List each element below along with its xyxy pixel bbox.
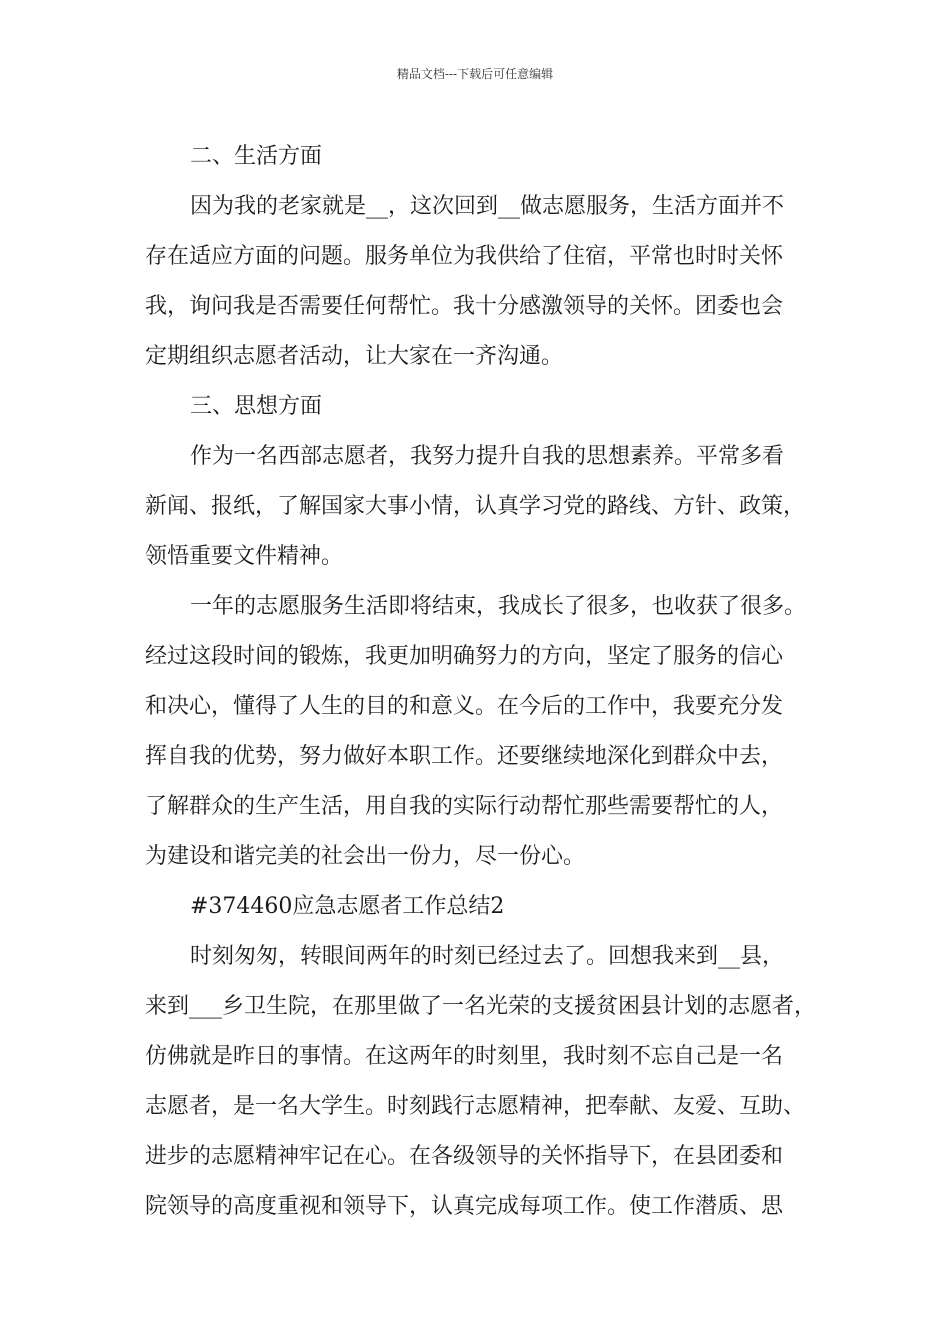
paragraph-line: 因为我的老家就是__，这次回到__做志愿服务，生活方面并不 (190, 194, 785, 219)
paragraph-line: 来到___乡卫生院，在那里做了一名光荣的支援贫困县计划的志愿者， (145, 994, 817, 1019)
paragraph-line: 领悟重要文件精神。 (145, 544, 344, 569)
paragraph-line: 一年的志愿服务生活即将结束，我成长了很多，也收获了很多。 (190, 594, 807, 619)
paragraph-line: 了解群众的生产生活，用自我的实际行动帮忙那些需要帮忙的人， (145, 794, 784, 819)
paragraph-line: 为建设和谐完美的社会出一份力，尽一份心。 (145, 844, 586, 869)
document-subtitle: #374460应急志愿者工作总结2 (190, 894, 505, 919)
paragraph-line: 和决心，懂得了人生的目的和意义。在今后的工作中，我要充分发 (145, 694, 784, 719)
paragraph-line: 挥自我的优势，努力做好本职工作。还要继续地深化到群众中去， (145, 744, 784, 769)
paragraph-line: 志愿者，是一名大学生。时刻践行志愿精神，把奉献、友爱、互助、 (145, 1094, 806, 1119)
paragraph-line: 作为一名西部志愿者，我努力提升自我的思想素养。平常多看 (190, 444, 785, 469)
document-body (145, 132, 835, 1232)
paragraph-line: 我，询问我是否需要任何帮忙。我十分感激领导的关怀。团委也会 (145, 294, 784, 319)
paragraph-line: 存在适应方面的问题。服务单位为我供给了住宿，平常也时时关怀 (145, 244, 784, 269)
page-header: 精品文档---下载后可任意编辑 (396, 67, 554, 81)
section-heading-thought: 三、思想方面 (190, 394, 323, 419)
paragraph-line: 定期组织志愿者活动，让大家在一齐沟通。 (145, 344, 564, 369)
paragraph-line: 院领导的高度重视和领导下，认真完成每项工作。使工作潜质、思 (145, 1194, 784, 1219)
paragraph-line: 新闻、报纸，了解国家大事小情，认真学习党的路线、方针、政策， (145, 494, 806, 519)
paragraph-line: 进步的志愿精神牢记在心。在各级领导的关怀指导下，在县团委和 (145, 1144, 784, 1169)
paragraph-line: 经过这段时间的锻炼，我更加明确努力的方向，坚定了服务的信心 (145, 644, 784, 669)
section-heading-life: 二、生活方面 (190, 144, 323, 169)
paragraph-line: 时刻匆匆，转眼间两年的时刻已经过去了。回想我来到__县， (190, 944, 785, 969)
paragraph-line: 仿佛就是昨日的事情。在这两年的时刻里，我时刻不忘自己是一名 (145, 1044, 784, 1069)
